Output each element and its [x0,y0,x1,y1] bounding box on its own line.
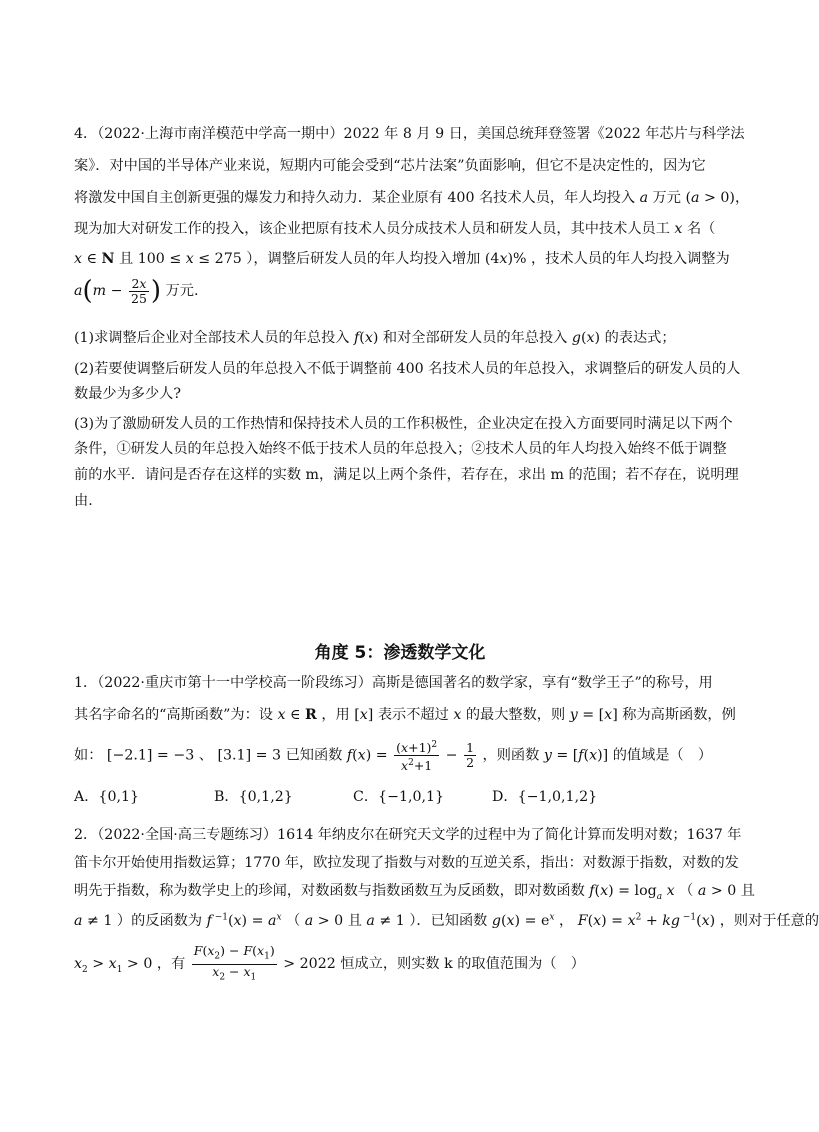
problem4-q1: (1)求调整后企业对全部技术人员的年总投入 f(x) 和对全部研发人员的年总投入 g(x) 的表达式； [74,330,676,346]
q1-line2: 其名字命名的“高斯函数”为：设 x ∈ R ，用 [x] 表示不超过 x 的最大整数，则 y = [x] 称为高斯函数，例 [74,707,736,723]
q1-option-c[interactable]: C．{−1,0,1} [353,789,445,805]
problem4-q3-line3: 前的水平．请问是否存在这样的实数 m，满足以上两个条件，若存在，求出 m 的范围；若不存在，说明理 [74,467,739,483]
q1-option-d[interactable]: D．{−1,0,1,2} [492,789,598,805]
problem4-line4: 现为加大对研发工作的投入，该企业把原有技术人员分成技术人员和研发人员，其中技术人员工 x 名（ [74,221,716,237]
problem4-line3: 将激发中国自主创新更强的爆发力和持久动力．某企业原有 400 名技术人员，年人均投入 a 万元 (a > 0)， [74,190,750,206]
q1-line3: 如： [−2.1] = −3 、 [3.1] = 3 已知函数 f(x) = $\frac{(x+1)^2}{x^2+1}$ − $\frac{1}{2}$ ，则函数 y = [f(x)] 的值域是（ ） [74,740,713,774]
problem4-line2: 案》．对中国的半导体产业来说，短期内可能会受到“芯片法案”负面影响，但它不是决定性的，因为它 [74,158,706,174]
problem4-q3-line1: (3)为了激励研发人员的工作热情和保持技术人员的工作积极性，企业决定在投入方面要同时满足以下两个 [74,416,733,432]
q2-line5: $x_2 > x_1 > 0$ ，有 $\frac{F(x_2) - F(x_1)}{x_2 - x_1}$ > 2022 恒成立，则实数 k 的取值范围为（ ） [74,943,585,982]
q2-line1: 2．（2022·全国·高三专题练习）1614 年纳皮尔在研究天文学的过程中为了简化计算而发明对数；1637 年 [74,827,742,843]
problem4-line6: a(m − $\frac{2x}{25}$ ) 万元. [74,275,199,306]
problem4-line5: x ∈ N 且 100 ≤ x ≤ 275 ），调整后研发人员的年人均投入增加 (4x)% ，技术人员的年人均投入调整为 [74,251,730,267]
problem4-q3-line4: 由. [74,493,93,509]
q1-option-a[interactable]: A．{0,1} [74,789,140,805]
q1-option-b[interactable]: B．{0,1,2} [214,789,293,805]
q1-line1: 1．（2022·重庆市第十一中学校高一阶段练习）高斯是德国著名的数学家，享有“数学王子”的称号，用 [74,675,713,691]
q2-line2: 笛卡尔开始使用指数运算；1770 年，欧拉发现了指数与对数的互逆关系，指出：对数源于指数，对数的发 [74,855,739,871]
problem4-q2-line1: (2)若要使调整后研发人员的年总投入不低于调整前 400 名技术人员的年总投入，求调整后的研发人员的人 [74,361,741,377]
problem4-q3-line2: 条件，①研发人员的年总投入始终不低于技术人员的年总投入；②技术人员的年人均投入始终不低于调整 [74,441,727,457]
q2-line3: 明先于指数，称为数学史上的珍闻，对数函数与指数函数互为反函数，即对数函数 $f(x) = \log_a x$ （ a > 0 且 [74,883,755,902]
q2-line4: a ≠ 1 ）的反函数为 f $^{-1}(x) = a^x$ （ a > 0 且 a ≠ 1 ）．已知函数 $g(x) = e^x$ ， $F(x) = x^2$ + kg $^{-1}$(x) ，则对于任意的 [74,912,819,929]
section-heading: 角度 5：渗透数学文化 [314,643,486,663]
problem4-q2-line2: 数最少为多少人? [74,386,181,402]
problem4-line1: 4．（2022·上海市南洋模范中学高一期中）2022 年 8 月 9 日，美国总统拜登签署《2022 年芯片与科学法 [74,126,745,142]
